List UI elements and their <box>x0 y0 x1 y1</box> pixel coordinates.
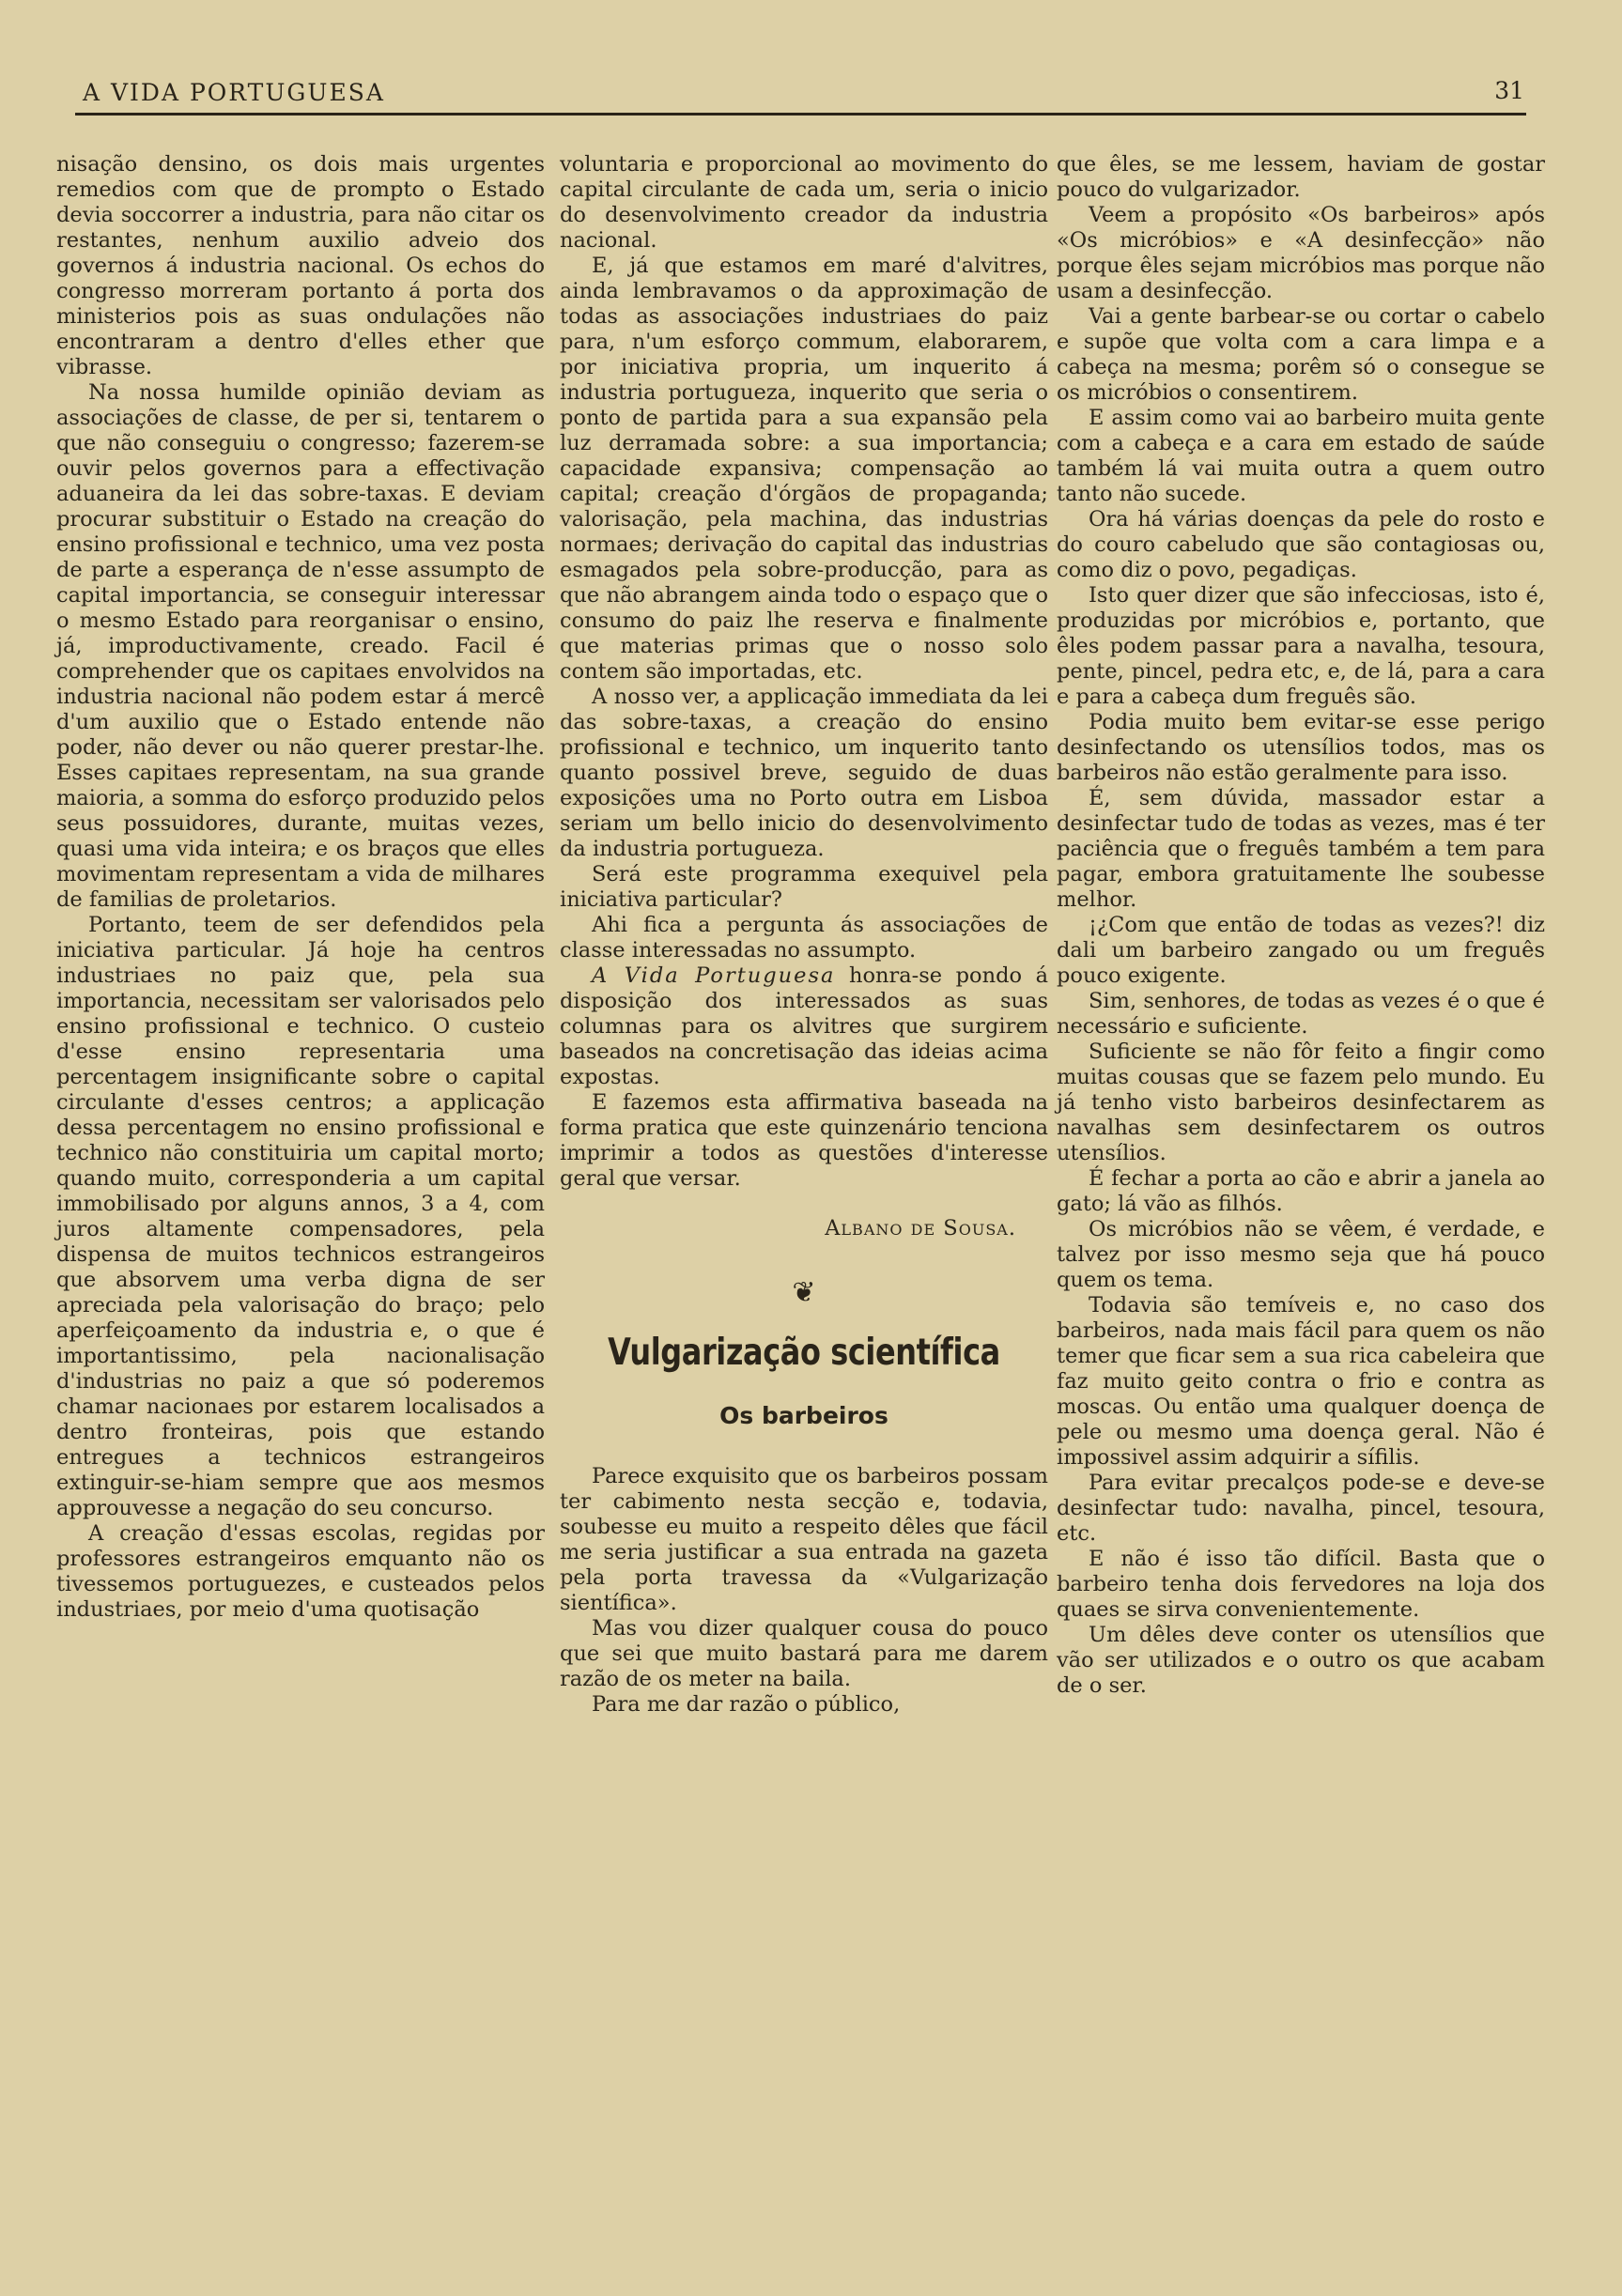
paragraph: Ora há várias doenças da pele do rosto e do couro cabeludo que são contagiosas ou, como diz o povo, pegadiças. <box>1057 507 1545 582</box>
paragraph: Um dêles deve conter os utensílios que vão ser utilizados e o outro os que acabam de o ser. <box>1057 1623 1545 1698</box>
paragraph: Ahi fica a pergunta ás associações de classe interessadas no assumpto. <box>560 913 1048 963</box>
paragraph: Veem a propósito «Os barbeiros» após «Os micróbios» e «A desinfecção» não porque êles sejam micróbios mas porque não usam a desinfecção. <box>1057 203 1545 303</box>
section-subtitle: Os barbeiros <box>719 1402 888 1429</box>
paragraph: que êles, se me lessem, haviam de gostar pouco do vulgarizador. <box>1057 152 1545 202</box>
paragraph: Sim, senhores, de todas as vezes é o que é necessário e suficiente. <box>1057 989 1545 1039</box>
paragraph: Vai a gente barbear-se ou cortar o cabelo e supõe que volta com a cara limpa e a cabeça na mesma; porêm só o consegue se os micróbios o consentirem. <box>1057 304 1545 405</box>
page-number: 31 <box>1494 77 1524 104</box>
paragraph: nisação densino, os dois mais urgentes remedios com que de prompto o Estado devia soccorrer a industria, para não citar os restantes, nenhum auxilio adveio dos governos á industria nacional. Os echos do congresso morreram portanto á porta dos ministerios pois as suas ondulações não encontraram a dentro d'elles ether que vibrasse. <box>56 152 545 379</box>
header-rule <box>75 113 1526 116</box>
paragraph: ¡¿Com que então de todas as vezes?! diz dali um barbeiro zangado ou um freguês pouco exigente. <box>1057 913 1545 988</box>
magazine-name: A Vida Portuguesa <box>592 963 836 988</box>
paragraph: Parece exquisito que os barbeiros possam ter cabimento nesta secção e, todavia, soubesse eu muito a respeito dêles que fácil me seria justificar a sua entrada na gazeta pela porta travessa da «Vulgarização sientífica». <box>560 1464 1048 1615</box>
ornament-icon: ❦ <box>792 1276 816 1309</box>
paragraph-text: honra-se pondo á disposição dos interessados as suas columnas para os alvitres que surgirem baseados na concretisação das ideias acima expostas. <box>560 963 1048 1089</box>
paragraph: Para me dar razão o público, <box>592 1692 901 1717</box>
section-title: Vulgarização scientífica <box>608 1332 1000 1374</box>
column-3 <box>1057 152 1545 1699</box>
page-header <box>83 73 1524 116</box>
paragraph: E não é isso tão difícil. Basta que o barbeiro tenha dois fervedores na loja dos quaes se sirva convenientemente. <box>1057 1547 1545 1622</box>
paragraph: A creação d'essas escolas, regidas por professores estrangeiros emquanto não os tivessemos portuguezes, e custeados pelos industriaes, por meio d'uma quotisação <box>56 1521 545 1622</box>
paragraph: E assim como vai ao barbeiro muita gente com a cabeça e a cara em estado de saúde também lá vai muita outra a quem outro tanto não sucede. <box>1057 406 1545 506</box>
paragraph: É fechar a porta ao cão e abrir a janela ao gato; lá vão as filhós. <box>1057 1166 1545 1216</box>
paragraph: E, já que estamos em maré d'alvitres, ainda lembravamos o da approximação de todas as associações industriaes do paiz para, n'um esforço commum, elaborarem, por iniciativa propria, um inquerito á industria portugueza, inquerito que seria o ponto de partida para a sua expansão pela luz derramada sobre: a sua importancia; capacidade expansiva; compensação ao capital; creação d'órgãos de propaganda; valorisação, pela machina, das industrias normaes; derivação do capital das industrias esmagados pela sobre-producção, para as que não abrangem ainda todo o espaço que o consumo do paiz lhe reserva e finalmente que materias primas que o nosso solo contem são importadas, etc. <box>560 254 1048 684</box>
running-title: A VIDA PORTUGUESA <box>83 79 385 106</box>
paragraph: E fazemos esta affirmativa baseada na forma pratica que este quinzenário tenciona imprimir a todos as questões d'interesse geral que versar. <box>560 1090 1048 1191</box>
paragraph: Todavia são temíveis e, no caso dos barbeiros, nada mais fácil para quem os não temer que ficar sem a sua rica cabeleira que faz muito geito contra o frio e contra as moscas. Ou então uma qualquer doença de pele ou mesmo uma doença geral. Não é impossivel assim adquirir a sífilis. <box>1057 1293 1545 1470</box>
paragraph: voluntaria e proporcional ao movimento do capital circulante de cada um, seria o inicio do desenvolvimento creador da industria nacional. <box>560 152 1048 253</box>
paragraph: Mas vou dizer qualquer cousa do pouco que sei que muito bastará para me darem razão de os meter na baila. <box>560 1616 1048 1691</box>
paragraph: Na nossa humilde opinião deviam as associações de classe, de per si, tentarem o que não conseguiu o congresso; fazerem-se ouvir pelos governos para a effectivação aduaneira da lei das sobre-taxas. E deviam procurar substituir o Estado na creação do ensino profissional e technico, uma vez posta de parte a esperança de n'esse assumpto de capital importancia, se conseguir interessar o mesmo Estado para reorganisar o ensino, já, improductivamente, creado. Facil é comprehender que os capitaes envolvidos na industria nacional não podem estar á mercê d'um auxilio que o Estado entende não poder, não dever ou não querer prestar-lhe. Esses capitaes representam, na sua grande maioria, a somma do esforço produzido pelos seus possuidores, durante, muitas vezes, quasi uma vida inteira; e os braços que elles movimentam representam a vida de milhares de familias de proletarios. <box>56 380 545 912</box>
column-1 <box>56 152 545 1623</box>
paragraph: É, sem dúvida, massador estar a desinfectar tudo de todas as vezes, mas é ter paciência que o freguês também a tem para pagar, embora gratuitamente lhe soubesse melhor. <box>1057 786 1545 912</box>
paragraph: Para evitar precalços pode-se e deve-se desinfectar tudo: navalha, pincel, tesoura, etc. <box>1057 1471 1545 1546</box>
paragraph: Será este programma exequivel pela iniciativa particular? <box>560 862 1048 912</box>
paragraph <box>560 963 1048 1090</box>
column-2 <box>560 152 1048 1718</box>
paragraph: Suficiente se não fôr feito a fingir como muitas cousas que se fazem pelo mundo. Eu já tenho visto barbeiros desinfectarem as navalhas sem desinfectarem os outros utensílios. <box>1057 1040 1545 1165</box>
paragraph: Os micróbios não se vêem, é verdade, e talvez por isso mesmo seja que há pouco quem os tema. <box>1057 1217 1545 1292</box>
paragraph: A nosso ver, a applicação immediata da lei das sobre-taxas, a creação do ensino profissional e technico, um inquerito tanto quanto possivel breve, seguido de duas exposições uma no Porto outra em Lisboa seriam um bello inicio do desenvolvimento da industria portugueza. <box>560 685 1048 861</box>
paragraph: Isto quer dizer que são infecciosas, isto é, produzidas por micróbios e, portanto, que êles podem passar para a navalha, tesoura, pente, pincel, pedra etc, e, de lá, para a cara e para a cabeça dum freguês são. <box>1057 583 1545 709</box>
paragraph: Podia muito bem evitar-se esse perigo desinfectando os utensílios todos, mas os barbeiros não estão geralmente para isso. <box>1057 710 1545 785</box>
paragraph: Portanto, teem de ser defendidos pela iniciativa particular. Já hoje ha centros industriaes no paiz que, pela sua importancia, necessitam ser valorisados pelo ensino profissional e technico. O custeio d'esse ensino representaria uma percentagem insignificante sobre o capital circulante d'esses centros; a applicação dessa percentagem no ensino profissional e technico não constituiria um capital morto; quando muito, corresponderia a um capital immobilisado por alguns annos, 3 a 4, com juros altamente compensadores, pela dispensa de muitos technicos estrangeiros que absorvem uma verba digna de ser apreciada pela valorisação do braço; pelo aperfeiçoamento da industria e, o que é importantissimo, pela nacionalisação d'industrias no paiz a que só poderemos chamar nacionaes por estarem localisados a dentro fronteiras, pois que estando entregues a technicos estrangeiros extinguir-se-hiam sempre que aos mesmos approuvesse a negação do seu concurso. <box>56 913 545 1520</box>
author-signature: Albano de Sousa. <box>825 1216 1016 1240</box>
